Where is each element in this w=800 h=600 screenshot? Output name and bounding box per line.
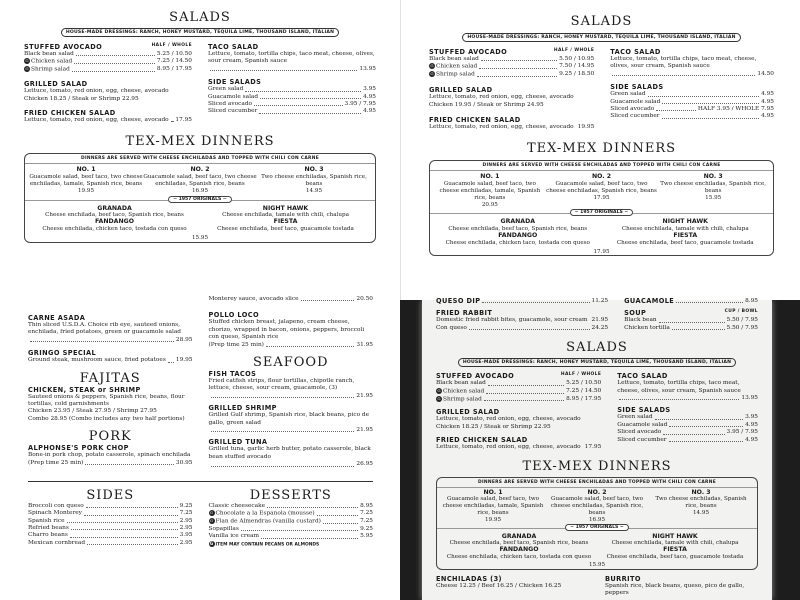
dressings-banner: HOUSE-MADE DRESSINGS: RANCH, HONEY MUSTARD, TEQUILA LIME, THOUSAND ISLAND, ITALIAN [462, 33, 740, 42]
grilled-tuna-heading: GRILLED TUNA [208, 438, 268, 447]
menu-item: Lettuce, tomato, red onion, egg, cheese, avocado 19.95 [429, 124, 595, 131]
grilled-salad-desc: Lettuce, tomato, red onion, egg, cheese, avocado [24, 88, 169, 95]
burrito-heading: BURRITO [605, 574, 641, 583]
menu-item: Con queso 24.25 [436, 324, 609, 331]
sides-title: SIDES [86, 487, 135, 503]
menu-item: Sliced avocado 3.95 / 7.95 [617, 429, 758, 436]
menu-item: Monterey sauce, avocado slice 20.50 [208, 296, 373, 302]
gluten-free-badge-icon: G [25, 66, 29, 72]
taco-salad-heading: TACO SALAD [208, 43, 259, 51]
menu-item: G Shrimp salad 9.25 / 18.50 [430, 71, 595, 78]
pork-desc: Bone-in pork chop, potato casserole, spinach enchilada [28, 452, 191, 459]
tex-mex-title: TEX-MEX DINNERS [522, 458, 672, 474]
combo-1: NO. 1 Guacamole salad, beef taco, two cheese enchiladas, tamale, Spanish rice, beans 19.95 [29, 166, 143, 194]
originals-label: ~ 1957 ORIGINALS ~ [565, 524, 629, 531]
salads-title: SALADS [169, 10, 231, 25]
carne-asada-price: 28.95 [175, 336, 193, 343]
menu-item: Sliced avocado 3.95 / 7.95 [208, 101, 376, 108]
menu-item: Charro beans 3.95 [28, 532, 193, 539]
grilled-salad-heading: GRILLED SALAD [429, 86, 493, 95]
menu-item: Black bean salad 5.50 / 10.95 [429, 56, 595, 62]
menu-photo-bottom-right [400, 297, 800, 600]
stuffed-avocado-heading: STUFFED AVOCADO [24, 43, 103, 51]
combo-2: NO. 2 Guacamole salad, beef taco, two cheese enchiladas, Spanish rice, beans 16.95 [143, 166, 257, 194]
originals-label: ~ 1957 ORIGINALS ~ [168, 196, 232, 203]
original-item: NIGHT HAWK Cheese enchilada, tamale with chili, chalupa FIESTA Cheese enchilada, beef taco, guacamole tostada [217, 204, 354, 233]
tex-mex-box [436, 477, 758, 570]
menu-item: G Flan de Almendras (vanilla custard) 7.25 [209, 518, 373, 525]
pollo-loco-desc: Stuffed chicken breast, jalapeno, cream cheese, chorizo, wrapped in bacon, onions, peppers, broccoli con queso, Spanish rice [208, 319, 365, 341]
combo-3: NO. 3 Two cheese enchiladas, Spanish rice, beans 14.95 [261, 166, 367, 194]
fajitas-subtitle: CHICKEN, STEAK or SHRIMP [28, 385, 141, 394]
fried-chicken-salad-heading: FRIED CHICKEN SALAD [429, 116, 521, 125]
gluten-free-badge-icon: G [437, 387, 441, 393]
menu-item: G Shrimp salad 8.95 / 17.95 [437, 395, 602, 403]
nut-warning-badge-icon: G [209, 518, 214, 523]
menu-item: Green salad 4.95 [610, 91, 774, 98]
menu-item: Green salad 3.95 [617, 414, 758, 421]
side-salads-heading: SIDE SALADS [617, 406, 671, 415]
side-salads-heading: SIDE SALADS [208, 78, 262, 87]
pollo-loco-heading: POLLO LOCO [208, 311, 260, 320]
gluten-free-badge-icon: G [25, 58, 29, 64]
tex-mex-subtitle: DINNERS ARE SERVED WITH CHEESE ENCHILADAS AND TOPPED WITH CHILI CON CARNE [430, 161, 773, 171]
tex-mex-box [429, 160, 774, 256]
menu-item: G Shrimp salad 8.95 / 17.95 [25, 66, 192, 73]
menu-item: G Chocolate a la Espanola (mousse) 7.25 [209, 510, 373, 517]
soup-heading: SOUP [624, 309, 647, 318]
menu-item: Classic cheesecake 8.95 [208, 502, 373, 509]
menu-item: (Prep time 25 min) 31.95 [208, 341, 373, 348]
grilled-salad-heading: GRILLED SALAD [24, 80, 88, 89]
menu-item: G Chicken salad 7.25 / 14.50 [437, 387, 602, 395]
menu-item: Sliced avocado HALF 3.95 / WHOLE 7.95 [610, 106, 774, 113]
tex-mex-title: TEX-MEX DINNERS [526, 141, 677, 157]
salads-title: SALADS [566, 340, 628, 356]
gringo-special-heading: GRINGO SPECIAL [28, 349, 97, 358]
menu-item: Chicken tortilla 5.50 / 7.95 [624, 324, 758, 331]
fried-rabbit-heading: FRIED RABBIT [436, 309, 493, 318]
stuffed-avocado-heading: STUFFED AVOCADO [436, 372, 515, 381]
originals-label: ~ 1957 ORIGINALS ~ [570, 209, 634, 216]
grilled-shrimp-price: 21.95 [356, 427, 373, 434]
menu-item: Guacamole salad 4.95 [208, 93, 376, 100]
menu-item: Black bean 5.50 / 7.95 [624, 317, 758, 324]
originals-price: 15.95 [191, 234, 208, 241]
menu-item: Guacamole salad 4.95 [617, 421, 758, 428]
taco-salad-desc: Lettuce, tomato, tortilla chips, taco meat, cheese, olives, sour cream, Spanish sauce [208, 51, 375, 65]
grilled-tuna-desc: Grilled tuna, garlic herb butter, potato casserole, black bean stuffed avocado [208, 446, 371, 460]
grilled-shrimp-heading: GRILLED SHRIMP [208, 404, 277, 413]
desserts-title: DESSERTS [249, 487, 332, 503]
menu-photo-top-right [400, 0, 800, 300]
carne-asada-desc: Thin sliced U.S.D.A. Choice rib eye, sauteed onions, enchilada, fried potatoes, green or guacamole salad [28, 322, 182, 336]
salads-title: SALADS [570, 14, 633, 29]
fish-tacos-price: 21.95 [356, 392, 373, 399]
enchiladas-heading: ENCHILADAS (3) [436, 574, 502, 583]
taco-salad-price: 13.95 [359, 65, 376, 72]
taco-salad-price: 14.50 [757, 70, 774, 77]
menu-item: Green salad 3.95 [208, 86, 376, 93]
originals-price: 17.95 [593, 248, 610, 255]
combo-1: NO. 1 Guacamole salad, beef taco, two cheese enchiladas, tamale, Spanish rice, beans 19.95 [442, 488, 544, 523]
menu-photo-top-left [0, 0, 400, 300]
fried-chicken-salad-heading: FRIED CHICKEN SALAD [436, 436, 528, 445]
taco-salad-desc: Lettuce, tomato, tortilla chips, taco meat, cheese, olives, sour cream, Spanish sauce [617, 380, 741, 394]
menu-item: Guacamole salad 4.95 [610, 98, 774, 105]
fish-tacos-desc: Fried catfish strips, flour tortillas, chipotle ranch, lettuce, cheese, sour cream, guacamole, (3) [208, 378, 355, 392]
grilled-salad-desc: Lettuce, tomato, red onion, egg, cheese, avocado [436, 416, 581, 423]
grilled-salad-desc: Lettuce, tomato, red onion, egg, cheese, avocado [429, 94, 574, 101]
menu-item: Spanish rice 2.95 [28, 517, 193, 524]
fish-tacos-heading: FISH TACOS [208, 370, 257, 379]
tex-mex-subtitle: DINNERS ARE SERVED WITH CHEESE ENCHILADAS AND TOPPED WITH CHILI CON CARNE [25, 154, 375, 164]
menu-item: G Chicken salad 7.50 / 14.95 [430, 63, 595, 70]
menu-item: Sopapillas 9.25 [208, 525, 373, 532]
combo-3: NO. 3 Two cheese enchiladas, Spanish rice, beans 15.95 [660, 173, 767, 201]
grilled-tuna-price: 26.95 [356, 461, 373, 468]
pork-chop-heading: ALPHONSE'S PORK CHOP [28, 444, 129, 453]
fried-chicken-salad-heading: FRIED CHICKEN SALAD [24, 109, 116, 118]
menu-item: G Chicken salad 7.25 / 14.50 [25, 58, 192, 65]
combo-1: NO. 1 Guacamole salad, beef taco, two cheese enchiladas, tamale, Spanish rice, beans 20.95 [439, 173, 541, 208]
combo-3: NO. 3 Two cheese enchiladas, Spanish rice, beans 14.95 [655, 488, 747, 517]
fajitas-title: FAJITAS [79, 370, 141, 386]
menu-item: Lettuce, tomato, red onion, egg, cheese, avocado 17.95 [24, 117, 192, 124]
desserts-note: ITEM MAY CONTAIN PECANS OR ALMONDS [215, 542, 320, 548]
dressings-banner: HOUSE-MADE DRESSINGS: RANCH, HONEY MUSTARD, TEQUILA LIME, THOUSAND ISLAND, ITALIAN [61, 28, 339, 37]
combo-2: NO. 2 Guacamole salad, beef taco, two cheese enchiladas, Spanish rice, beans 17.95 [546, 173, 657, 201]
menu-item: Broccoli con queso 9.25 [28, 502, 193, 509]
fajitas-combo: Combo 28.95 (Combo includes any two half portions) [28, 415, 185, 422]
menu-item: Vanilla ice cream 5.95 [208, 533, 373, 540]
nut-warning-badge-icon: G [209, 540, 214, 546]
half-whole-label: HALF / WHOLE [553, 48, 595, 53]
original-item: GRANADA Cheese enchilada, beef taco, Spanish rice, beans FANDANGO Cheese enchilada, chicken taco, tostada con queso [445, 218, 590, 246]
fajitas-prices: Chicken 23.95 / Steak 27.95 / Shrimp 27.95 [28, 408, 157, 415]
originals-price: 15.95 [588, 561, 605, 568]
burrito-desc: Spanish rice, black beans, queso, pico de gallo, peppers [605, 582, 745, 597]
menu-item: QUESO DIP 11.25 [436, 297, 609, 305]
menu-item: Spinach Monterey 7.25 [28, 510, 193, 517]
half-whole-label: HALF / WHOLE [151, 43, 192, 48]
enchiladas-prices: Cheese 12.25 / Beef 16.25 / Chicken 16.25 [436, 582, 562, 589]
gluten-free-badge-icon: G [430, 71, 434, 77]
taco-salad-heading: TACO SALAD [610, 48, 661, 56]
dressings-banner: HOUSE-MADE DRESSINGS: RANCH, HONEY MUSTARD, TEQUILA LIME, THOUSAND ISLAND, ITALIAN [458, 358, 736, 367]
menu-item: (Prep time 25 min) 30.95 [28, 459, 193, 466]
taco-salad-desc: Lettuce, tomato, tortilla chips, taco meat, cheese, olives, sour cream, Spanish sauce [610, 56, 757, 70]
menu-item: Sliced cucumber 4.95 [610, 113, 774, 120]
menu-item: Mexican cornbread 2.95 [28, 539, 193, 546]
menu-item: GUACAMOLE 8.95 [624, 297, 758, 305]
side-salads-heading: SIDE SALADS [610, 83, 664, 92]
grilled-salad-prices: Chicken 19.95 / Steak or Shrimp 24.95 [429, 101, 544, 108]
grilled-salad-prices: Chicken 18.25 / Steak or Shrimp 22.95 [436, 423, 551, 430]
gluten-free-badge-icon: G [430, 63, 434, 69]
taco-salad-heading: TACO SALAD [617, 372, 668, 381]
grilled-salad-prices: Chicken 18.25 / Steak or Shrimp 22.95 [24, 95, 139, 102]
menu-item: Black bean salad 5.25 / 10.50 [24, 51, 192, 57]
menu-item: Sliced cucumber 4.95 [208, 108, 376, 115]
tex-mex-title: TEX-MEX DINNERS [125, 134, 275, 150]
divider [28, 481, 373, 482]
menu-item: Lettuce, tomato, red onion, egg, cheese, avocado 17.95 [436, 444, 602, 451]
cup-bowl-label: CUP / BOWL [724, 309, 758, 315]
tex-mex-subtitle: DINNERS ARE SERVED WITH CHEESE ENCHILADAS AND TOPPED WITH CHILI CON CARNE [437, 478, 757, 488]
nut-warning-badge-icon: G [209, 510, 214, 516]
tex-mex-box [24, 153, 376, 242]
gluten-free-badge-icon: G [437, 395, 441, 401]
menu-item: Black bean salad 5.25 / 10.50 [436, 380, 602, 387]
original-item: GRANADA Cheese enchilada, beef taco, Spanish rice, beans FANDANGO Cheese enchilada, chicken taco, tostada con queso [42, 204, 187, 233]
original-item: NIGHT HAWK Cheese enchilada, tamale with chili, chalupa FIESTA Cheese enchilada, beef taco, guacamole tostada [616, 218, 754, 246]
menu-item: Sliced cucumber 4.95 [617, 436, 758, 443]
lit-menu-page [422, 297, 772, 600]
pork-title: PORK [88, 429, 132, 445]
original-item: NIGHT HAWK Cheese enchilada, tamale with chili, chalupa FIESTA Cheese enchilada, beef taco, guacamole tostada [606, 532, 744, 561]
carne-asada-heading: CARNE ASADA [28, 314, 86, 322]
taco-salad-price: 13.95 [741, 395, 758, 402]
stuffed-avocado-heading: STUFFED AVOCADO [429, 48, 508, 56]
menu-photo-bottom-left [0, 296, 400, 600]
grilled-salad-heading: GRILLED SALAD [436, 408, 500, 417]
grilled-shrimp-desc: Grilled Gulf shrimp, Spanish rice, black beans, pico de gallo, green salad [208, 412, 370, 426]
half-whole-label: HALF / WHOLE [560, 372, 602, 378]
menu-item: Refried beans 2.95 [28, 524, 193, 531]
fajitas-desc: Sauteed onions & peppers, Spanish rice, beans, flour tortillas, cold garnishments [28, 393, 185, 408]
combo-2: NO. 2 Guacamole salad, beef taco, two cheese enchiladas, Spanish rice, beans 16.95 [550, 488, 644, 523]
original-item: GRANADA Cheese enchilada, beef taco, Spanish rice, beans FANDANGO Cheese enchilada, chicken taco, tostada con queso [446, 532, 592, 561]
menu-item: Ground steak, mushroom sauce, fried potatoes 19.95 [28, 357, 193, 364]
seafood-title: SEAFOOD [252, 355, 329, 371]
menu-item: Domestic fried rabbit bites, guacamole, sour cream 21.95 [436, 317, 609, 324]
